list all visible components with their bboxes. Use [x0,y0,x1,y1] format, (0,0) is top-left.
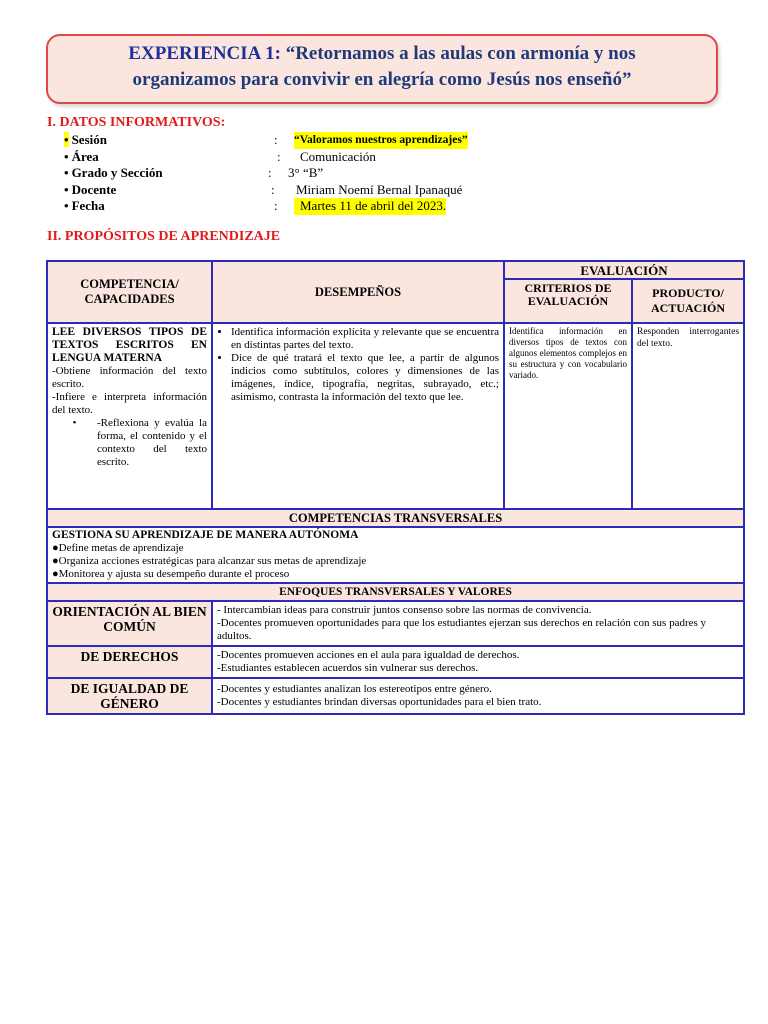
info-row-docente: • Docente : Miriam Noemí Bernal Ipanaqué [64,181,463,197]
capacidad-item-bulleted [52,417,207,469]
enfoque-line: - Intercambian ideas para construir juntos consenso sobre las normas de convivencia. [217,604,592,616]
info-row-sesion: • Sesión : “Valoramos nuestros aprendizajes” [64,132,468,147]
competencia-title: LEE DIVERSOS TIPOS DE TEXTOS ESCRITOS EN LENGUA MATERNA [52,326,207,364]
bullet: • [64,165,69,180]
enfoque-line: -Docentes y estudiantes brindan diversas oportunidades para el bien trato. [217,696,542,708]
enfoque-text [212,646,744,678]
transversal-item: ●Organiza acciones estratégicas para alcanzar sus metas de aprendizaje [52,555,367,567]
producto-cell: Responden interrogantes del texto. [632,323,744,509]
info-value: 3° “B” [288,165,324,180]
transversal-item: ●Monitorea y ajusta su desempeño durante el proceso [52,568,290,580]
capacidad-text: -Reflexiona y evalúa la forma, el contenido y el contexto del texto escrito. [97,417,207,468]
desempenos-cell [212,323,504,509]
info-value: Miriam Noemí Bernal Ipanaqué [296,181,463,197]
enfoque-line: -Docentes promueven oportunidades para que los estudiantes ejerzan sus derechos en relación con sus padres y adultos. [217,617,707,642]
capacidad-item: -Infiere e interpreta información del texto. [52,391,207,416]
bullet: • [64,181,69,197]
info-row-area: • Área : Comunicación [64,148,376,164]
enfoques-heading: ENFOQUES TRANSVERSALES Y VALORES [47,583,744,601]
enfoque-label: DE IGUALDAD DE GÉNERO [47,678,212,714]
enfoque-label: ORIENTACIÓN AL BIEN COMÚN [47,601,212,646]
header-competencia: COMPETENCIA/ CAPACIDADES [47,261,212,323]
desempenos-list [217,326,499,404]
section-1-heading: I. DATOS INFORMATIVOS: [47,115,226,130]
bullet: • [72,417,77,429]
capacidad-item: -Obtiene información del texto escrito. [52,365,207,390]
info-label: Área [71,148,99,164]
transversal-title: GESTIONA SU APRENDIZAJE DE MANERA AUTÓNOMA [52,529,359,541]
info-value: Comunicación [300,148,376,164]
info-label: Docente [71,181,117,197]
title-prefix: EXPERIENCIA 1: [128,43,286,64]
desempeno-item: • Dice de qué tratará el texto que lee, a partir de algunos indicios como subtítulos, colores y dimensiones de las imágenes, índice, tipografía, negritas, subrayado, etc.; asimismo, contrasta la información del texto que lee. [231,352,499,404]
info-list [64,132,468,215]
header-criterios: CRITERIOS DE EVALUACIÓN [504,279,632,323]
info-value: Martes 11 de abril del 2023. [294,198,446,215]
info-label: Fecha [71,198,105,213]
bullet: • [64,132,69,147]
title-line-1 [48,41,716,67]
header-desempenos: DESEMPEÑOS [212,261,504,323]
transversales-heading: COMPETENCIAS TRANSVERSALES [47,509,744,527]
desempeno-item: • Identifica información explícita y relevante que se encuentra en distintas partes del texto. [231,326,499,352]
enfoque-text [212,678,744,714]
enfoque-line: -Docentes promueven acciones en el aula para igualdad de derechos. [217,649,520,661]
enfoque-line: -Docentes y estudiantes analizan los estereotipos entre género. [217,683,492,695]
title-banner [46,34,718,104]
title-line-2: organizamos para convivir en alegría como Jesús nos enseñó” [132,69,632,90]
bullet: • [64,198,69,213]
criterios-cell: Identifica información en diversos tipos de textos con algunos elementos complejos en su estructura y con vocabulario variado. [504,323,632,509]
title-line-1-text: “Retornamos a las aulas con armonía y nos [285,43,636,64]
transversal-item: ●Define metas de aprendizaje [52,542,184,554]
transversal-cell [47,527,744,583]
info-row-grado: • Grado y Sección : 3° “B” [64,165,324,180]
section-2-heading: II. PROPÓSITOS DE APRENDIZAJE [47,229,281,244]
learning-table [46,260,745,715]
enfoque-label: DE DERECHOS [47,646,212,678]
info-row-fecha: • Fecha : Martes 11 de abril del 2023. [64,198,447,213]
header-evaluacion: EVALUACIÓN [504,261,744,279]
bullet: • [64,148,69,164]
enfoque-line: -Estudiantes establecen acuerdos sin vulnerar sus derechos. [217,662,479,674]
info-label: Sesión [71,132,107,147]
info-label: Grado y Sección [71,165,163,180]
info-value: “Valoramos nuestros aprendizajes” [294,132,468,149]
header-producto: PRODUCTO/ ACTUACIÓN [632,279,744,323]
competencia-cell [47,323,212,509]
enfoque-text [212,601,744,646]
